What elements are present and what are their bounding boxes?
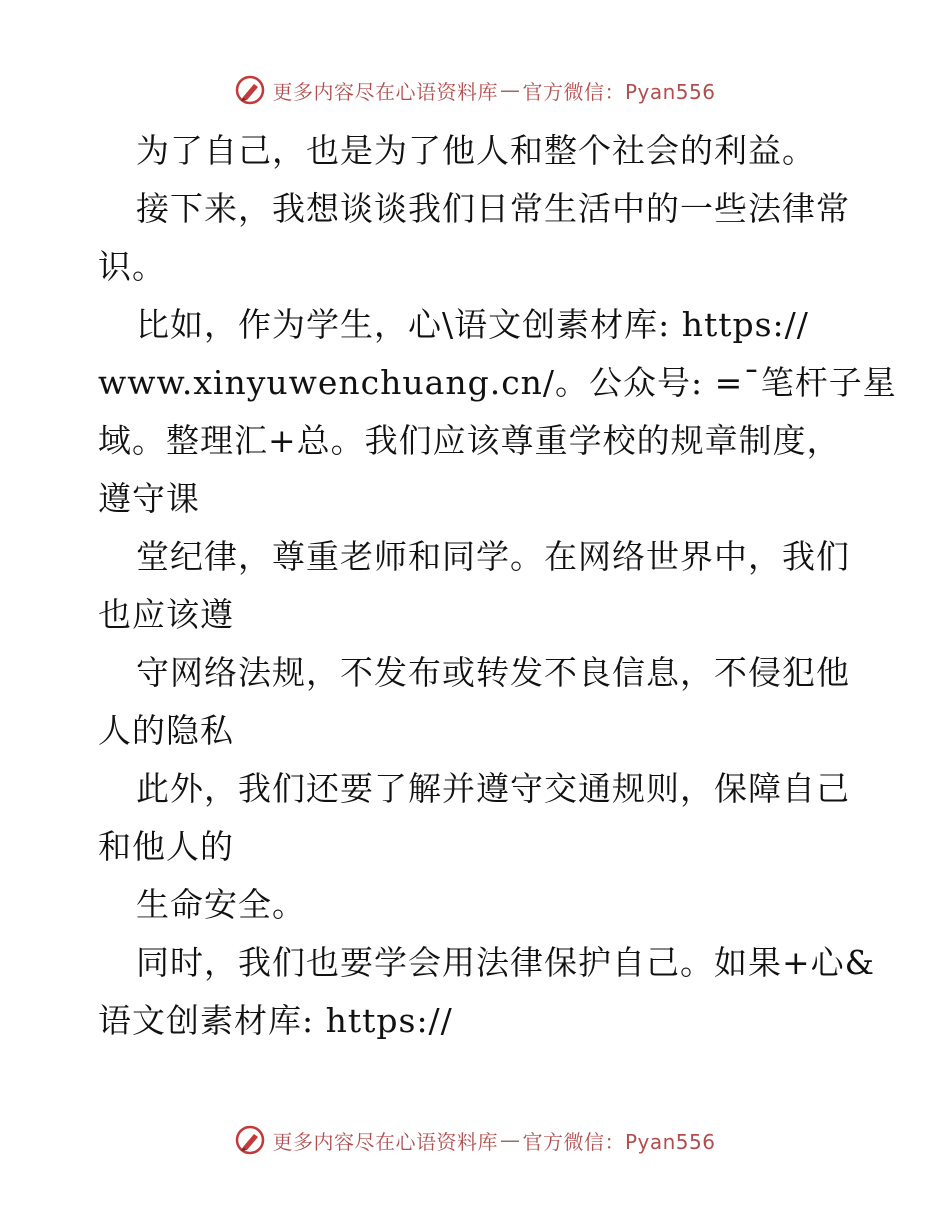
pen-logo-icon [234, 74, 266, 106]
text-line: 堂纪律，尊重老师和同学。在网络世界中，我们 [136, 537, 850, 576]
text-line: 域。整理汇+总。我们应该尊重学校的规章制度， [98, 421, 841, 460]
text-line: 守网络法规，不发布或转发不良信息，不侵犯他 [136, 653, 850, 692]
banner-wechat-text: 官方微信：Pyan556 [522, 79, 716, 104]
text-line: 语文创素材库: https:// [98, 1001, 453, 1040]
text-line: 识。 [98, 247, 166, 286]
footer-watermark-banner [0, 1120, 950, 1160]
text-line: 为了自己，也是为了他人和整个社会的利益。 [136, 131, 816, 170]
pen-logo-icon [234, 1124, 266, 1156]
document-body [98, 122, 897, 1050]
text-line: 也应该遵 [98, 595, 234, 634]
banner-main-text: 更多内容尽在心语资料库 [272, 79, 498, 104]
text-line: 遵守课 [98, 479, 200, 518]
text-line: 人的隐私 [98, 711, 234, 750]
text-line: 和他人的 [98, 827, 234, 866]
text-line: 此外，我们还要了解并遵守交通规则，保障自己 [136, 769, 850, 808]
text-line: 比如，作为学生，心\语文创素材库: https:// [136, 305, 809, 344]
text-line: 接下来，我想谈谈我们日常生活中的一些法律常 [136, 189, 850, 228]
banner-separator: — [499, 1128, 521, 1152]
banner-main-text: 更多内容尽在心语资料库 [272, 1129, 498, 1154]
banner-separator: — [499, 78, 521, 102]
header-watermark-banner [0, 70, 950, 110]
text-line: 同时，我们也要学会用法律保护自己。如果+心& [136, 943, 876, 982]
text-line: www.xinyuwenchuang.cn/。公众号: =¯笔杆子星 [98, 363, 897, 402]
text-line: 生命安全。 [136, 885, 306, 924]
banner-wechat-text: 官方微信：Pyan556 [522, 1129, 716, 1154]
